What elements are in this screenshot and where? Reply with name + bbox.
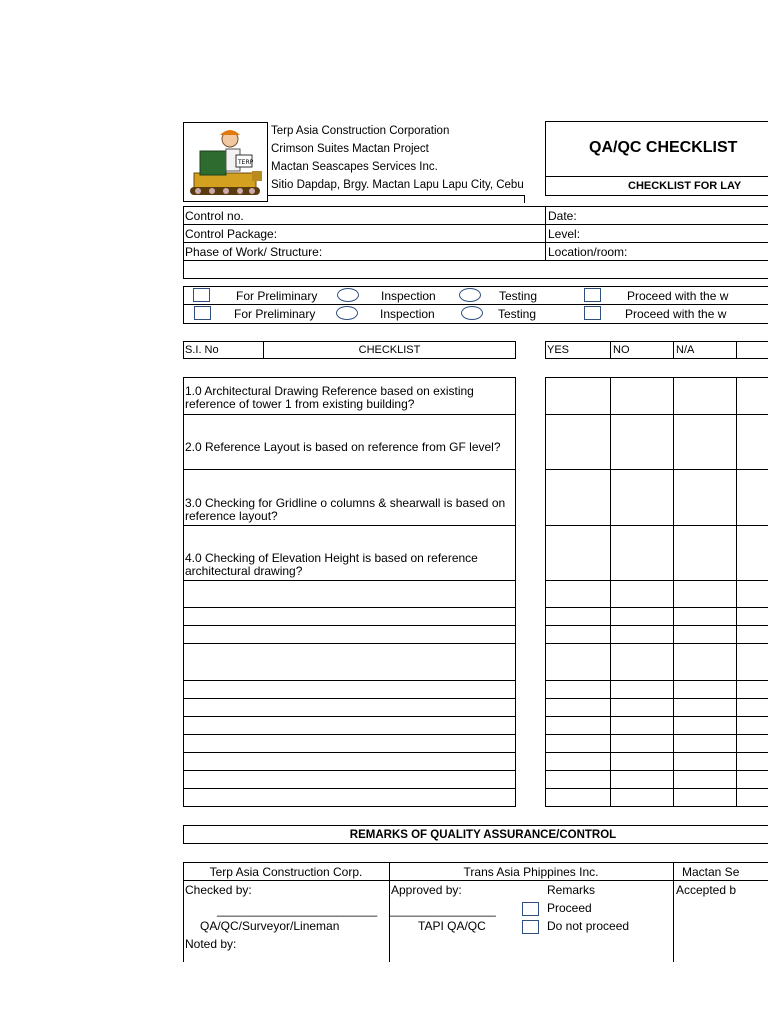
checklist-header-label: CHECKLIST	[358, 344, 421, 356]
preliminary-label-2: For Preliminary	[234, 307, 316, 321]
control-no-label: Control no.	[185, 209, 244, 223]
company-logo	[186, 125, 266, 201]
remarks-label: Remarks	[547, 883, 596, 897]
preliminary-checkbox-2[interactable]	[194, 306, 211, 320]
checklist-item-2: 2.0 Reference Layout is based on reference from GF level?	[185, 440, 501, 454]
approved-by-label: Approved by:	[391, 883, 462, 897]
signature-line-1: ________________________	[217, 903, 378, 917]
testing-label-1: Testing	[499, 289, 538, 303]
testing-radio-2[interactable]	[461, 306, 483, 320]
footer-col2-title: Trans Asia Phippines Inc.	[463, 865, 599, 879]
checked-by-label: Checked by:	[185, 883, 252, 897]
preliminary-label-1: For Preliminary	[236, 289, 318, 303]
no-header-label: NO	[613, 344, 630, 356]
si-no-header-label: S.I. No	[185, 344, 219, 356]
inspection-label-2: Inspection	[380, 307, 435, 321]
role-label-1: QA/QC/Surveyor/Lineman	[200, 919, 340, 933]
accepted-by-label: Accepted b	[676, 883, 737, 897]
logo-stamp-text: TERP	[238, 159, 254, 166]
company-name: Terp Asia Construction Corporation	[271, 125, 450, 137]
checklist-item-4: 4.0 Checking of Elevation Height is based on reference architectural drawing?	[185, 551, 478, 578]
preliminary-checkbox-1[interactable]	[193, 288, 210, 302]
proceed-checkbox-2[interactable]	[584, 306, 601, 320]
footer-col3-title: Mactan Se	[682, 865, 740, 879]
footer-col1-title: Terp Asia Construction Corp.	[209, 865, 363, 879]
proceed-label-2: Proceed with the w	[625, 307, 727, 321]
testing-radio-1[interactable]	[459, 288, 481, 302]
date-label: Date:	[548, 209, 577, 223]
page-subtitle: CHECKLIST FOR LAY	[628, 180, 742, 192]
location-label: Location/room:	[548, 245, 628, 259]
remarks-proceed-label: Proceed	[547, 901, 592, 915]
noted-by-label: Noted by:	[185, 937, 237, 951]
checklist-item-3: 3.0 Checking for Gridline o columns & shearwall is based on reference layout?	[185, 496, 506, 523]
inspection-radio-1[interactable]	[337, 288, 359, 302]
na-header-label: N/A	[676, 344, 695, 356]
project-name: Crimson Suites Mactan Project	[271, 143, 429, 155]
remarks-do-not-proceed-label: Do not proceed	[547, 919, 630, 933]
company-address: Sitio Dapdap, Brgy. Mactan Lapu Lapu City, Cebu	[271, 179, 524, 191]
signature-line-2: ________________	[389, 903, 496, 917]
remarks-proceed-checkbox[interactable]	[522, 902, 539, 916]
proceed-label-1: Proceed with the w	[627, 289, 729, 303]
inspection-radio-2[interactable]	[336, 306, 358, 320]
control-package-label: Control Package:	[185, 227, 278, 241]
role-label-2: TAPI QA/QC	[418, 919, 486, 933]
partner-name: Mactan Seascapes Services Inc.	[271, 161, 438, 173]
phase-of-work-label: Phase of Work/ Structure:	[185, 245, 323, 259]
remarks-title: REMARKS OF QUALITY ASSURANCE/CONTROL	[349, 829, 617, 841]
yes-header-label: YES	[547, 344, 570, 356]
page-title: QA/QC CHECKLIST	[589, 139, 738, 156]
level-label: Level:	[548, 227, 581, 241]
proceed-checkbox-1[interactable]	[584, 288, 601, 302]
yes-no-na-header	[545, 341, 768, 359]
remarks-do-not-proceed-checkbox[interactable]	[522, 920, 539, 934]
checklist-item-1: 1.0 Architectural Drawing Reference based on existing reference of tower 1 from existing building?	[185, 384, 474, 411]
inspection-label-1: Inspection	[381, 289, 436, 303]
testing-label-2: Testing	[498, 307, 537, 321]
checklist-table-right	[545, 377, 768, 807]
